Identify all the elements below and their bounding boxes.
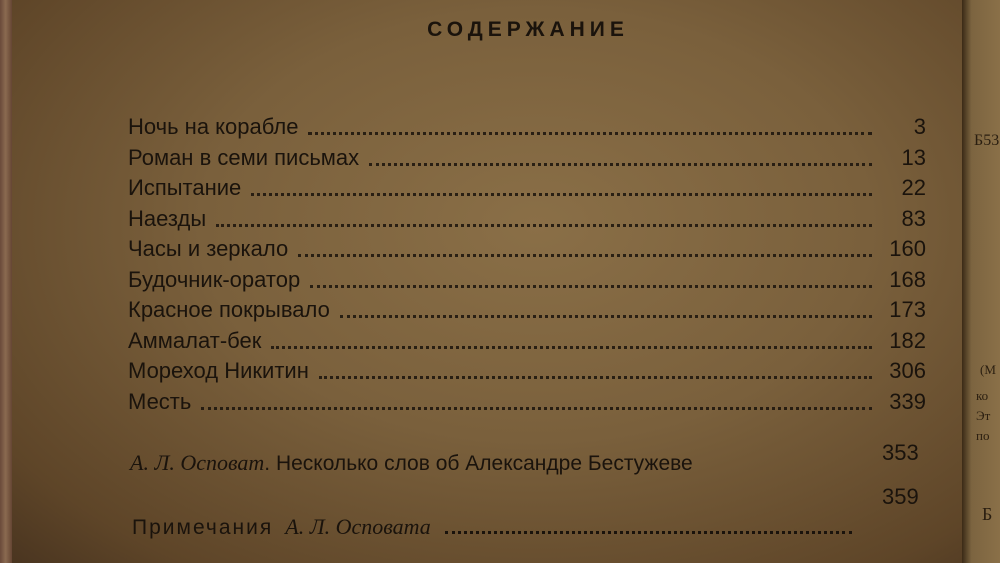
toc-entry xyxy=(128,232,926,262)
toc-entry xyxy=(128,141,926,171)
toc-entry-page-number: 168 xyxy=(889,266,926,292)
next-page-fragment: по xyxy=(976,428,990,443)
notes-label: Примечания xyxy=(132,516,274,539)
toc-entry-title: Месть xyxy=(128,388,192,414)
dot-leader xyxy=(271,346,872,349)
toc-entry-title: Будочник-оратор xyxy=(128,266,301,292)
toc-entry-title: Испытание xyxy=(128,175,242,200)
next-page-fragment: Эт xyxy=(976,408,991,423)
dot-leader xyxy=(445,531,852,534)
essay-page-number: 353 xyxy=(882,440,919,465)
toc-entry xyxy=(128,110,926,140)
essay-author: А. Л. Осповат xyxy=(130,450,265,475)
toc-entry xyxy=(128,202,926,232)
dot-leader xyxy=(298,254,872,257)
toc-entry xyxy=(128,385,926,415)
dot-leader xyxy=(308,132,872,135)
dot-leader xyxy=(319,376,872,379)
page-title: СОДЕРЖАНИЕ xyxy=(427,18,629,41)
toc-entry xyxy=(128,263,926,293)
toc-entry xyxy=(128,293,926,323)
next-page-edge xyxy=(962,0,1000,563)
toc-entry-page-number: 13 xyxy=(901,144,926,170)
toc-entry-title: Мореход Никитин xyxy=(128,358,309,383)
toc-entry xyxy=(128,324,926,354)
next-page-fragment: ко xyxy=(976,388,989,403)
dot-leader xyxy=(340,315,872,318)
toc-entry-page-number: 160 xyxy=(889,236,926,261)
dot-leader xyxy=(201,407,872,410)
toc-entry-page-number: 173 xyxy=(889,297,926,322)
toc-entry-title: Красное покрывало xyxy=(128,297,330,322)
toc-entry xyxy=(128,354,926,384)
book-page xyxy=(12,0,964,563)
toc-essay-entry xyxy=(130,450,930,476)
toc-entry-page-number: 22 xyxy=(901,175,926,200)
dot-leader xyxy=(251,193,872,196)
essay-title: . Несколько слов об Александре Бестужеве xyxy=(264,452,693,475)
dot-leader xyxy=(216,224,872,227)
toc-entry-page-number: 83 xyxy=(901,205,926,231)
notes-page-number: 359 xyxy=(882,484,919,509)
next-page-fragment: Б53 xyxy=(974,132,1000,149)
toc-entry-title: Часы и зеркало xyxy=(128,236,289,261)
next-page-fragment: Б xyxy=(982,504,993,524)
toc-entry-page-number: 306 xyxy=(889,358,926,383)
toc-entry-title: Роман в семи письмах xyxy=(128,144,360,170)
toc-entry-title: Наезды xyxy=(128,205,207,231)
toc-entry xyxy=(128,171,926,201)
dot-leader xyxy=(310,285,872,288)
toc-entry-page-number: 3 xyxy=(913,114,926,139)
toc-notes-entry xyxy=(132,510,852,540)
toc-entry-page-number: 339 xyxy=(889,388,926,414)
dot-leader xyxy=(369,163,872,166)
toc-entry-page-number: 182 xyxy=(889,327,926,353)
notes-author: А. Л. Осповата xyxy=(285,514,431,539)
toc-entry-title: Ночь на корабле xyxy=(128,114,299,139)
toc-entry-title: Аммалат-бек xyxy=(128,327,262,353)
next-page-fragment: (М xyxy=(980,362,996,377)
